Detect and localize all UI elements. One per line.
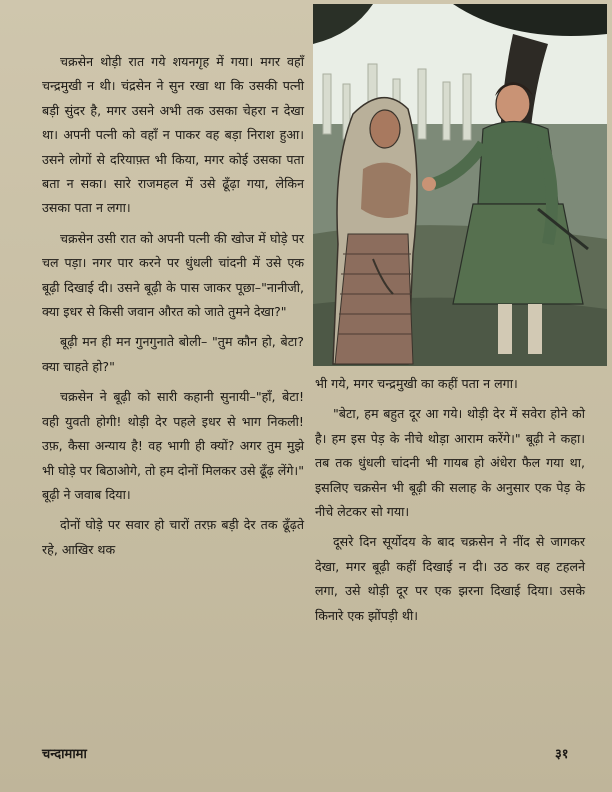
paragraph: बूढ़ी मन ही मन गुनगुनाते बोली– "तुम कौन हो, बेटा? क्या चाहते हो?": [42, 334, 304, 374]
paragraph: भी गये, मगर चन्द्रमुखी का कहीं पता न लगा।: [315, 376, 518, 391]
paragraph: दोनों घोड़े पर सवार हो चारों तरफ़ बड़ी देर तक ढूँढ़ते रहे, आखिर थक: [42, 517, 304, 557]
paragraph: दूसरे दिन सूर्योदय के बाद चक्रसेन ने नींद से जागकर देखा, मगर बूढ़ी कहीं दिखाई न दी। उठ कर वह टहलने लगा, उसे थोड़ी दूर पर एक झरना दिखाई दिया। उसके किनारे एक झोंपड़ी थी।: [315, 534, 585, 623]
right-text-column: [315, 372, 585, 634]
paragraph: चक्रसेन थोड़ी रात गये शयनगृह में गया। मगर वहाँ चन्द्रमुखी न थी। चंद्रसेन ने सुन रखा था कि उसकी पत्नी बड़ी सुंदर है, मगर उसने अभी तक उसका चेहरा न देखा था। अपनी पत्नी को वहाँ न पाकर वह बड़ा निराश हुआ। उसने लोगों से दरियाफ़्त भी किया, मगर कोई उसका पता बता न सका। सारे राजमहल में उसे ढूँढ़ा गया, लेकिन उसका पता न लगा।: [42, 54, 304, 216]
left-text-column: [42, 40, 304, 568]
magazine-name: चन्दामामा: [42, 747, 87, 762]
paragraph: चक्रसेन उसी रात को अपनी पत्नी की खोज में घोड़े पर चल पड़ा। नगर पार करने पर धुंधली चांदनी में उसे एक बूढ़ी दिखाई दी। उसने बूढ़ी के पास जाकर पूछा–"नानीजी, क्या इधर से किसी जवान औरत को जाते तुमने देखा?": [42, 230, 304, 320]
story-illustration: [313, 4, 607, 366]
page-number: ३१: [555, 747, 569, 762]
illustration-old-woman-and-prince: [313, 4, 607, 366]
paragraph: चक्रसेन ने बूढ़ी को सारी कहानी सुनायी–"हाँ, बेटा! वही युवती होगी! थोड़ी देर पहले इधर से भाग निकली! उफ़, कैसा अन्याय है! वह भागी ही क्यों? अगर तुम मुझे भी घोड़े पर बिठाओगे, तो हम दोनों मिलकर उसे ढूँढ़ लेंगे।" बूढ़ी ने जवाब दिया।: [42, 389, 304, 502]
paragraph: "बेटा, हम बहुत दूर आ गये। थोड़ी देर में सवेरा होने को है। हम इस पेड़ के नीचे थोड़ा आराम करेंगे।" बूढ़ी ने कहा। तब तक धुंधली चांदनी भी गायब हो अंधेरा फैल गया था, इसलिए चक्रसेन भी बूढ़ी की सलाह के अनुसार एक पेड़ के नीचे लेटकर सो गया।: [315, 406, 585, 520]
